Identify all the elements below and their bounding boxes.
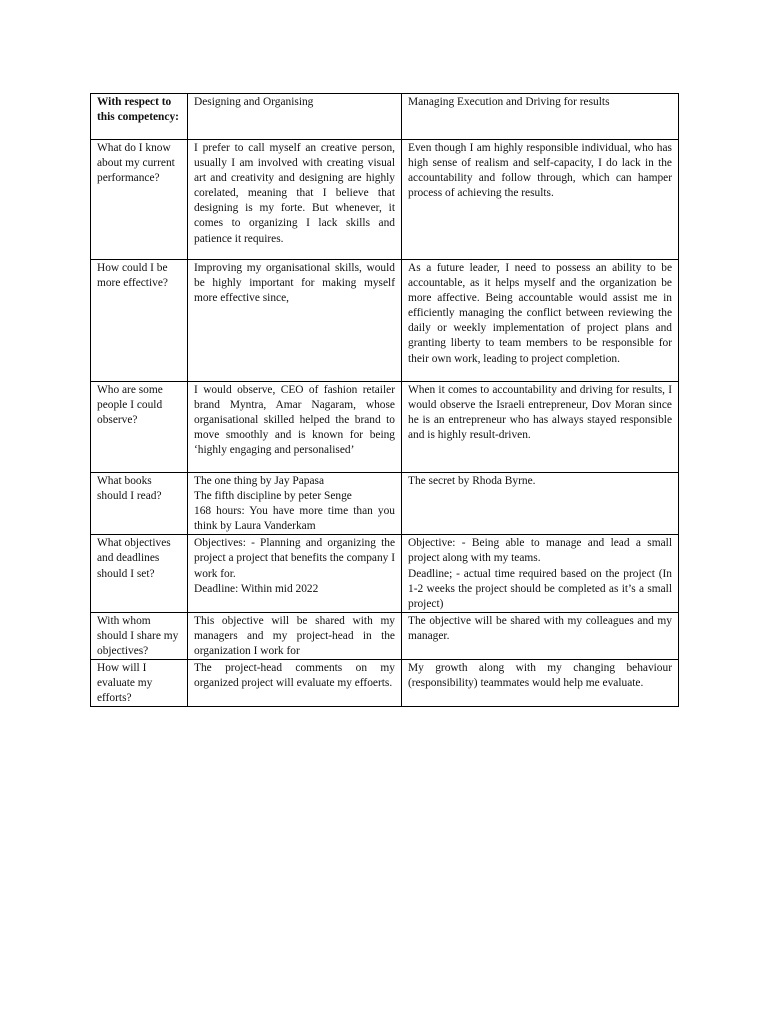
row-answer-designing (188, 473, 402, 535)
row-question: Who are some people I could observe? (91, 382, 188, 473)
row-answer-designing: Improving my organisational skills, would be highly important for making myself more effective since, (188, 260, 402, 382)
deadline-text: Deadline; - actual time required based on the project (In 1-2 weeks the project should be completed as it’s a small project) (408, 567, 672, 610)
row-question: What do I know about my current performance? (91, 140, 188, 260)
table-row (91, 473, 679, 535)
book-item: The one thing by Jay Papasa (194, 475, 325, 487)
row-question: How could I be more effective? (91, 260, 188, 382)
row-answer-designing (188, 535, 402, 612)
row-question: What objectives and deadlines should I set? (91, 535, 188, 612)
row-answer-managing: My growth along with my changing behaviour (responsibility) teammates would help me evaluate. (402, 660, 679, 707)
book-item: 168 hours: You have more time than you think by Laura Vanderkam (194, 505, 395, 533)
row-answer-managing: When it comes to accountability and driving for results, I would observe the Israeli entrepreneur, Dov Moran since he is an entrepreneur who has always stayed responsible and is highly result-driven. (402, 382, 679, 473)
table-row (91, 382, 679, 473)
objective-text: Objectives: - Planning and organizing the project a project that benefits the company I work for. (194, 537, 395, 580)
row-question: What books should I read? (91, 473, 188, 535)
competency-table (90, 93, 679, 707)
table-row (91, 660, 679, 707)
header-question-cell: With respect to this competency: (91, 94, 188, 140)
row-answer-designing: I prefer to call myself an creative person, usually I am involved with creating visual art and creativity and designing are highly corelated, meaning that I believe that designing is my forte. But whenever, it comes to organizing I lack skills and patience it requires. (188, 140, 402, 260)
row-answer-designing: The project-head comments on my organized project will evaluate my effoerts. (188, 660, 402, 707)
table-header-row (91, 94, 679, 140)
row-question: With whom should I share my objectives? (91, 612, 188, 659)
row-answer-managing: The objective will be shared with my colleagues and my manager. (402, 612, 679, 659)
row-answer-designing: I would observe, CEO of fashion retailer brand Myntra, Amar Nagaram, whose organisational skilled helped the brand to move smoothly and is known for being ‘highly engaging and personalised’ (188, 382, 402, 473)
row-answer-managing: The secret by Rhoda Byrne. (402, 473, 679, 535)
deadline-text: Deadline: Within mid 2022 (194, 582, 319, 595)
row-answer-managing: Even though I am highly responsible individual, who has high sense of realism and self-capacity, I do lack in the accountability and follow through, which can hamper process of achieving the results. (402, 140, 679, 260)
book-item: The fifth discipline by peter Senge (194, 490, 352, 503)
row-answer-managing: As a future leader, I need to possess an ability to be accountable, as it helps myself and the organization be more affective. Being accountable would assist me in efficiently managing the conflict between reviewing the daily or weekly implementation of project plans and granting liberty to team members to be responsible for their own work, leading to project completion. (402, 260, 679, 382)
table-row (91, 535, 679, 612)
objective-text: Objective: - Being able to manage and lead a small project along with my teams. (408, 537, 672, 565)
header-designing-organising: Designing and Organising (188, 94, 402, 140)
table-row (91, 260, 679, 382)
table-row (91, 612, 679, 659)
row-question: How will I evaluate my efforts? (91, 660, 188, 707)
header-managing-execution: Managing Execution and Driving for results (402, 94, 679, 140)
table-row (91, 140, 679, 260)
row-answer-managing (402, 535, 679, 612)
row-answer-designing: This objective will be shared with my managers and my project-head in the organization I work for (188, 612, 402, 659)
